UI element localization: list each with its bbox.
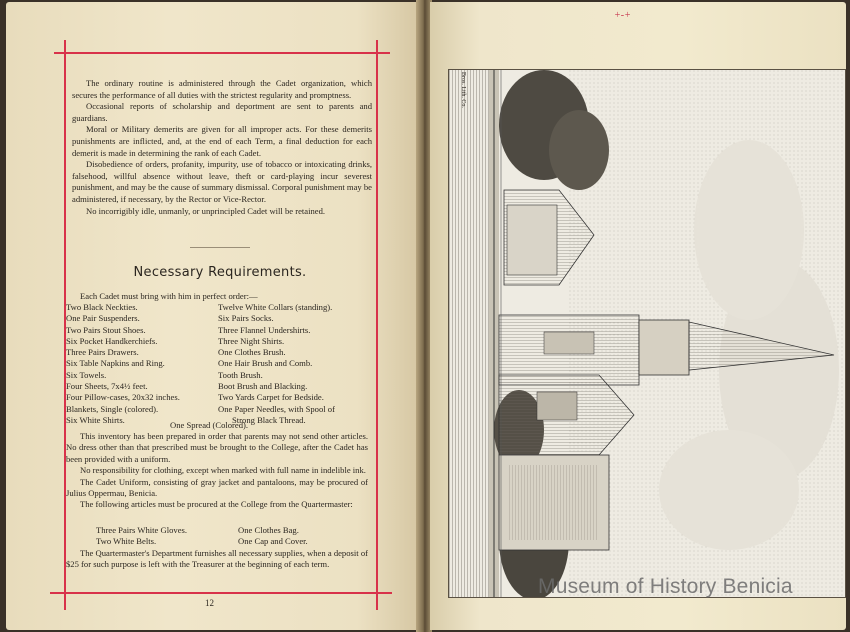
list-item: Six Table Napkins and Ring. bbox=[66, 358, 165, 369]
paragraph: The Cadet Uniform, consisting of gray jacket and pantaloons, may be procured of Julius Oppermau, Benicia. bbox=[66, 476, 368, 499]
page-number: 12 bbox=[205, 598, 214, 608]
paragraph: The Quartermaster's Department furnishes all necessary supplies, when a deposit of $25 for such purpose is left with the Treasurer at the beginning of each term. bbox=[66, 548, 368, 570]
paragraph: Disobedience of orders, profanity, impurity, use of tobacco or intoxicating drinks, falsehood, willful absence without leave, theft or card-playing incur severest punishment, and may be the cause of summary dismissal. Corporal punishment may be administered, if necessary, by the Rector or Vice-Rector. bbox=[72, 159, 372, 204]
list-item: One Hair Brush and Comb. bbox=[218, 358, 313, 369]
museum-watermark: Museum of History Benicia bbox=[538, 575, 793, 598]
list-item: Two Black Neckties. bbox=[66, 302, 138, 312]
list-item: One Pair Suspenders. bbox=[66, 313, 140, 324]
list-item: Three Flannel Undershirts. bbox=[218, 324, 311, 335]
list-item: Three Pairs White Gloves. bbox=[96, 525, 188, 535]
list-item: Twelve White Collars (standing). bbox=[218, 302, 333, 312]
pencil-mark: +-+ bbox=[614, 10, 631, 21]
red-rule-bottom bbox=[50, 592, 392, 594]
list-item: Two Pairs Stout Shoes. bbox=[66, 324, 146, 335]
requirements-list-right bbox=[218, 302, 335, 426]
list-item: Three Pairs Drawers. bbox=[66, 347, 139, 358]
list-item: Tooth Brush. bbox=[218, 369, 263, 380]
cathedral-engraving bbox=[448, 69, 846, 598]
paragraph: No incorrigibly idle, unmanly, or unprincipled Cadet will be retained. bbox=[86, 205, 326, 216]
closing-text bbox=[66, 431, 368, 511]
paragraph: No responsibility for clothing, except when marked with full name in indelible ink. bbox=[80, 465, 366, 476]
red-rule-right bbox=[376, 40, 378, 610]
list-item: Boot Brush and Blacking. bbox=[218, 381, 308, 392]
list-item: Three Night Shirts. bbox=[218, 335, 285, 346]
routine-text bbox=[72, 78, 372, 217]
paragraph: The ordinary routine is administered through the Cadet organization, which secures the performance of all duties with the strictest regularity and promptness. bbox=[72, 78, 372, 100]
list-item: Strong Black Thread. bbox=[232, 414, 306, 425]
quartermaster-list-right bbox=[238, 525, 308, 548]
paragraph: The following articles must be procured at the College from the Quartermaster: bbox=[80, 499, 353, 510]
spread-item: One Spread (Colored). bbox=[170, 420, 249, 430]
list-item: Six Pocket Handkerchiefs. bbox=[66, 335, 158, 346]
red-rule-top bbox=[54, 52, 390, 54]
cathedral-illustration bbox=[449, 70, 845, 597]
list-item: One Cap and Cover. bbox=[238, 536, 308, 547]
paragraph: This inventory has been prepared in order that parents may not send other articles. No dress other than that prescribed must be brought to the College, after the Cadet has been provided with a uniform. bbox=[66, 431, 368, 464]
requirements-intro: Each Cadet must bring with him in perfect order:— bbox=[80, 291, 258, 301]
paragraph: Occasional reports of scholarship and deportment are sent to parents and guardians. bbox=[72, 101, 372, 123]
list-item: Six Pairs Socks. bbox=[218, 313, 274, 324]
requirements-list-left bbox=[66, 302, 180, 426]
list-item: Two White Belts. bbox=[96, 536, 157, 547]
final-text bbox=[66, 548, 368, 571]
engraver-credit: Bros. Lith. Co. bbox=[460, 72, 466, 108]
list-item: One Clothes Brush. bbox=[218, 347, 286, 358]
section-divider bbox=[190, 247, 250, 248]
list-item: Six Towels. bbox=[66, 369, 107, 380]
list-item: One Paper Needles, with Spool of bbox=[218, 403, 335, 414]
list-item: Four Sheets, 7x4½ feet. bbox=[66, 381, 148, 392]
quartermaster-list-left bbox=[96, 525, 187, 548]
paragraph: Moral or Military demerits are given for all improper acts. For these demerits punishments are inflicted, and, at the end of each Term, a final deduction for each demerit is made in determining the rank of each Cadet. bbox=[72, 124, 372, 158]
list-item: Six White Shirts. bbox=[66, 414, 125, 425]
section-heading: Necessary Requirements. bbox=[133, 265, 307, 280]
list-item: Four Pillow-cases, 20x32 inches. bbox=[66, 392, 180, 403]
list-item: Blankets, Single (colored). bbox=[66, 403, 159, 414]
list-item: Two Yards Carpet for Bedside. bbox=[218, 392, 324, 403]
list-item: One Clothes Bag. bbox=[238, 525, 299, 535]
